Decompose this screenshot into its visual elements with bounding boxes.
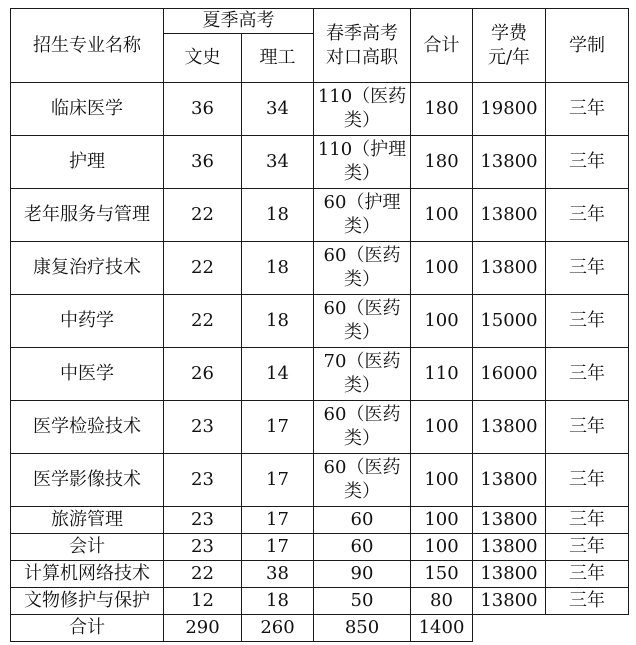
cell-tuition: 16000 — [473, 348, 546, 401]
cell-major-name: 中药学 — [11, 295, 164, 348]
cell-spring: 60 — [314, 507, 411, 534]
header-total: 合计 — [411, 9, 473, 83]
cell-total: 100 — [411, 189, 473, 242]
cell-total: 150 — [411, 561, 473, 588]
cell-duration: 三年 — [546, 561, 629, 588]
cell-total: 100 — [411, 295, 473, 348]
table-row — [11, 454, 629, 507]
cell-spring: 60 — [314, 534, 411, 561]
cell-science: 17 — [242, 534, 314, 561]
header-science: 理工 — [242, 34, 314, 83]
cell-tuition: 13800 — [473, 401, 546, 454]
cell-spring: 60（医药类） — [314, 454, 411, 507]
cell-science: 17 — [242, 507, 314, 534]
enrollment-table — [10, 8, 629, 642]
cell-major-name: 老年服务与管理 — [11, 189, 164, 242]
table-row — [11, 588, 629, 615]
header-major-name: 招生专业名称 — [11, 9, 164, 83]
cell-spring: 90 — [314, 561, 411, 588]
cell-arts: 23 — [164, 401, 242, 454]
cell-spring: 60（医药类） — [314, 295, 411, 348]
cell-science: 14 — [242, 348, 314, 401]
cell-major-name: 医学影像技术 — [11, 454, 164, 507]
cell-total: 100 — [411, 507, 473, 534]
header-row — [11, 9, 629, 34]
table-row — [11, 348, 629, 401]
cell-arts: 22 — [164, 295, 242, 348]
cell-duration: 三年 — [546, 534, 629, 561]
table-row — [11, 401, 629, 454]
cell-spring: 110（医药类） — [314, 83, 411, 136]
cell-tuition: 13800 — [473, 507, 546, 534]
cell-major-name: 会计 — [11, 534, 164, 561]
cell-tuition: 15000 — [473, 295, 546, 348]
cell-major-name: 临床医学 — [11, 83, 164, 136]
cell-arts: 22 — [164, 189, 242, 242]
cell-spring: 50 — [314, 588, 411, 615]
cell-science: 34 — [242, 83, 314, 136]
cell-tuition: 13800 — [473, 242, 546, 295]
cell-duration: 三年 — [546, 83, 629, 136]
footer-science: 260 — [242, 615, 314, 642]
table-row — [11, 561, 629, 588]
cell-arts: 36 — [164, 83, 242, 136]
cell-duration: 三年 — [546, 348, 629, 401]
cell-duration: 三年 — [546, 136, 629, 189]
table-row — [11, 189, 629, 242]
cell-arts: 26 — [164, 348, 242, 401]
cell-arts: 12 — [164, 588, 242, 615]
cell-duration: 三年 — [546, 454, 629, 507]
cell-total: 80 — [411, 588, 473, 615]
cell-tuition: 13800 — [473, 454, 546, 507]
cell-science: 17 — [242, 454, 314, 507]
cell-tuition: 13800 — [473, 588, 546, 615]
cell-tuition: 13800 — [473, 534, 546, 561]
table-row — [11, 507, 629, 534]
cell-science: 38 — [242, 561, 314, 588]
cell-major-name: 中医学 — [11, 348, 164, 401]
cell-spring: 60（医药类） — [314, 401, 411, 454]
cell-total: 100 — [411, 454, 473, 507]
cell-major-name: 文物修护与保护 — [11, 588, 164, 615]
header-summer-exam: 夏季高考 — [164, 9, 314, 34]
header-tuition: 学费元/年 — [473, 9, 546, 83]
cell-tuition: 13800 — [473, 189, 546, 242]
cell-duration: 三年 — [546, 507, 629, 534]
cell-arts: 23 — [164, 534, 242, 561]
cell-arts: 22 — [164, 242, 242, 295]
cell-major-name: 计算机网络技术 — [11, 561, 164, 588]
cell-major-name: 医学检验技术 — [11, 401, 164, 454]
table-row — [11, 136, 629, 189]
cell-arts: 23 — [164, 507, 242, 534]
table-row — [11, 83, 629, 136]
footer-arts: 290 — [164, 615, 242, 642]
footer-row — [11, 615, 629, 642]
cell-total: 100 — [411, 242, 473, 295]
cell-arts: 36 — [164, 136, 242, 189]
cell-science: 18 — [242, 295, 314, 348]
cell-total: 110 — [411, 348, 473, 401]
cell-major-name: 康复治疗技术 — [11, 242, 164, 295]
cell-tuition: 13800 — [473, 561, 546, 588]
footer-spring: 850 — [314, 615, 411, 642]
cell-spring: 60（医药类） — [314, 242, 411, 295]
cell-science: 18 — [242, 242, 314, 295]
cell-duration: 三年 — [546, 401, 629, 454]
header-spring-exam: 春季高考对口高职 — [314, 9, 411, 83]
footer-total: 1400 — [411, 615, 473, 642]
table-row — [11, 295, 629, 348]
table-row — [11, 534, 629, 561]
footer-label: 合计 — [11, 615, 164, 642]
cell-tuition: 19800 — [473, 83, 546, 136]
cell-tuition: 13800 — [473, 136, 546, 189]
footer-empty — [473, 615, 629, 642]
cell-science: 18 — [242, 189, 314, 242]
cell-arts: 23 — [164, 454, 242, 507]
cell-total: 100 — [411, 401, 473, 454]
cell-arts: 22 — [164, 561, 242, 588]
cell-spring: 60（护理类） — [314, 189, 411, 242]
cell-duration: 三年 — [546, 189, 629, 242]
cell-total: 180 — [411, 136, 473, 189]
cell-duration: 三年 — [546, 242, 629, 295]
cell-science: 34 — [242, 136, 314, 189]
header-duration: 学制 — [546, 9, 629, 83]
table-row — [11, 242, 629, 295]
cell-total: 100 — [411, 534, 473, 561]
header-arts: 文史 — [164, 34, 242, 83]
cell-major-name: 护理 — [11, 136, 164, 189]
cell-major-name: 旅游管理 — [11, 507, 164, 534]
cell-duration: 三年 — [546, 588, 629, 615]
cell-spring: 70（医药类） — [314, 348, 411, 401]
cell-spring: 110（护理类） — [314, 136, 411, 189]
cell-total: 180 — [411, 83, 473, 136]
cell-science: 18 — [242, 588, 314, 615]
cell-science: 17 — [242, 401, 314, 454]
cell-duration: 三年 — [546, 295, 629, 348]
